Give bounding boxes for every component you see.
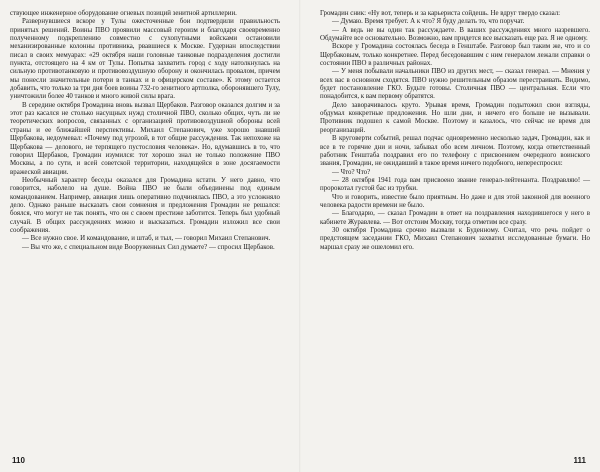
paragraph: 30 октября Громадина срочно вызвали к Буденному. Считал, что речь пойдет о предстоящем заседании ГКО, Михаил Степанович захватил исследованные бумаги. Но маршал сразу же ошеломил его. <box>320 226 590 251</box>
paragraph: Что и говорить, известие было приятным. Но даже и для этой законной для военного человека радости времени не было. <box>320 193 590 209</box>
paragraph: Вскоре у Громадина состоялась беседа в Генштабе. Разговор был таким же, что и со Щербаковым, только конкретнее. Перед беседовавшим с ним генералом лежали справки о состоянии ПВО в различных районах. <box>320 43 590 68</box>
paragraph: Необычный характер беседы оказался для Громадина кстати. У него давно, что говорится, наболело на душе. Война ПВО не были объединены под единым командованием. Например, авиация лишь оперативно подчинялась ПВО, а это усложняло дело. Однако раньше высказать свои сомнения и предложения Громадин не решался: боялся, что могут не так понять, что он с своем престиже заботится. Теперь был удобный случай. В общих рассуждениях можно и высказаться. Громадин изложил все свои соображения. <box>10 176 280 234</box>
paragraph: — Думаю. Время требует. А к что? Я буду делать то, что поручат. <box>332 18 525 26</box>
paragraph: Громадин сник: «Ну вот, теперь и за карьериста сойдешь. Не вдруг твердо сказал: <box>320 10 561 17</box>
paragraph: — Благодарю, — сказал Громадин в ответ на поздравления находившегося у него в кабинете Журавлева. — Вот отстоим Москву, тогда отметим все сразу. <box>320 210 590 226</box>
paragraph: Развернувшиеся вскоре у Тулы ожесточенные бои подтвердили правильность принятых решений. Воины ПВО проявили массовый героизм и благодаря своевременно полученному подкреплению совместно с сухопутными войсками остановили механизированные колонны противника, рвавшиеся к Москве. Гудериан впоследствии писал в своих мемуарах: «29 октября наши головные танковые подразделения достигли пункта, отстоящего на 4 км от Тулы. Попытка захватить город с ходу натолкнулась на сильную противотанковую и противовоздушную оборону и окончилась провалом, причем мы понесли значительные потери в танках и в офицерском составе». К этому остается добавить, что только за три дня боев воины 732-го зенитного артполка, оборонявшего Тулу, уничтожили более 40 танков и много живой силы врага. <box>10 18 280 101</box>
paragraph: — А ведь не вы один так рассуждаете. В ваших рассуждениях много назревшего. Обдумайте все основательно. Возможно, вам придется все высказать еще раз. Я не одному. <box>320 26 590 43</box>
paragraph: — 28 октября 1941 года вам присвоено звание генерал-лейтенанта. Поздравляю! — пророкотал густой бас из трубки. <box>320 176 590 193</box>
left-page-body <box>10 10 280 252</box>
paragraph: Дело заворачивалось круто. Урывая время, Громадин подытожил свои взгляды, обдумал конкретные предложения. Но шли дни, и ничего его больше не вызывали. Противник подошел к самой Москве. Поэтому и казалось, что сейчас не время для реорганизаций. <box>320 101 590 134</box>
paragraph: В середине октября Громадина вновь вызвал Щербаков. Разговор оказался долгим и за этот раз касался не столько насущных нужд столичной ПВО, сколько общих, чуть ли не теоретических вопросов, связанных с организацией противовоздушной обороны всей страны и ее ближайшей перспективы. Михаил Степанович, уже хорошо знавший Щербакова, недоумевал: «Почему под угрозой, в тот общие рассуждения. Так непохоже на Щербакова — делового, не терпящего пустословия человека». Но, вдумавшись в то, что говорил Щербаков, Громадин изумился: тот хорошо знал не только положение ПВО Москвы, а по сути, и всей советской территории, находящейся в зоне досягаемости вражеской авиации. <box>10 101 280 176</box>
paragraph: — Вы что же, с специальном виде Вооруженных Сил думаете? — спросил Щербаков. <box>22 243 275 251</box>
paragraph: ствующее инженерное оборудование огневых позиций зенитной артиллерии. <box>10 10 237 17</box>
paragraph: — Что? Что? <box>332 168 371 176</box>
right-page-body <box>320 10 590 252</box>
left-page-number: 110 <box>12 456 25 465</box>
right-page-number: 111 <box>573 456 586 465</box>
paragraph: — Все нужно свое. И командование, и штаб, и тыл, — говорил Михаил Степанович. <box>22 235 271 243</box>
right-page <box>300 0 600 472</box>
paragraph: — У меня побывали начальники ПВО из других мест, — сказал генерал. — Мнения у всех вас в основном сходятся. ПВО нужно решительным образом перестраивать. Видимо, будет постановление ГКО. Будьте готовы. Столичная ПВО — центральная. Если что понадобится, к вам первому обратятся. <box>320 68 590 101</box>
paragraph: В круговерти событий, решал подчас одновременно несколько задач, Громадин, как и все в те горячие дни и ночи, забывал обо всем личном. Поэтому, когда ответственный работник Генштаба поздравил его по телефону с присвоением очередного воинского звания, Громадин, не ожидавший в такое время ничего подобного, непереспросил: <box>320 135 590 168</box>
